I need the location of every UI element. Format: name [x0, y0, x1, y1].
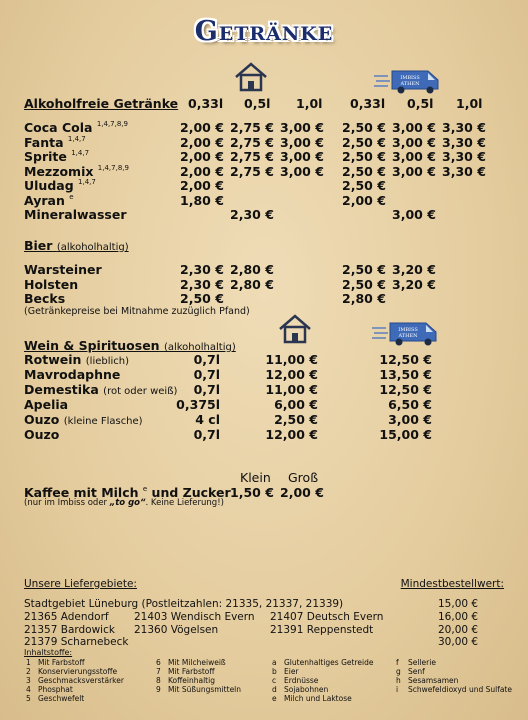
ingredient-code: 5: [26, 694, 31, 703]
ingredient-code: a: [272, 658, 277, 667]
wine-name-text: Apelia: [24, 397, 69, 412]
coffee-name-b: und Zucker: [147, 485, 231, 500]
ingredient-item: [156, 658, 226, 667]
drink-name: [24, 149, 89, 164]
ingredient-item: [26, 658, 85, 667]
wine-name-text: Ouzo: [24, 427, 60, 442]
wine-heading-note: (alkoholhaltig): [163, 342, 236, 353]
wine-volume: 0,375l: [176, 397, 220, 412]
coffee-price-klein: 1,50 €: [230, 485, 274, 500]
drink-price: 3,00 €: [280, 120, 324, 135]
size-header: 0,33l: [350, 96, 386, 111]
beer-row: [0, 291, 528, 306]
wine-heading: [24, 338, 236, 353]
ingredient-item: [396, 676, 458, 685]
delivery-area: 21407 Deutsch Evern: [270, 611, 384, 623]
wine-name: [24, 427, 59, 442]
ingredient-code: 8: [156, 676, 161, 685]
drink-price: 3,00 €: [392, 120, 436, 135]
wine-name: [24, 352, 129, 367]
wine-volume: 0,7l: [193, 352, 220, 367]
ingredient-code: f: [396, 658, 399, 667]
drink-price: 3,00 €: [280, 134, 324, 150]
wine-name-note: (rot oder weiß): [103, 386, 178, 397]
ingredient-item: [156, 667, 215, 676]
ingredient-name: Eier: [284, 667, 299, 676]
delivery-min-price: 30,00 €: [438, 636, 479, 648]
wine-price-home: 12,00 €: [265, 367, 318, 382]
drink-price: 2,00 €: [180, 120, 224, 135]
ingredient-item: [156, 685, 241, 694]
drink-additives: e: [69, 192, 74, 201]
drink-name-text: Mezzomix: [24, 163, 94, 179]
delivery-area: 21360 Vögelsen: [134, 623, 219, 636]
delivery-van-icon: [372, 68, 442, 94]
ingredient-name: Geschwefelt: [38, 694, 85, 703]
ingredient-code: 7: [156, 667, 161, 676]
drink-name: [24, 178, 96, 193]
drink-price: 3,00 €: [392, 207, 436, 222]
drink-price: 2,00 €: [342, 192, 386, 208]
drink-price: 2,75 €: [230, 120, 274, 135]
ingredient-item: [272, 676, 318, 685]
drink-price: 2,75 €: [230, 134, 274, 150]
ingredient-name: Glutenhaltiges Getreide: [284, 658, 374, 667]
ingredient-code: c: [272, 676, 277, 685]
wine-price-delivery: 12,50 €: [379, 382, 432, 397]
beer-price: 2,30 €: [180, 276, 224, 292]
ingredient-name: Erdnüsse: [284, 676, 319, 685]
ingredient-code: 2: [26, 667, 31, 676]
ingredient-code: d: [272, 685, 277, 694]
drink-name: [24, 207, 127, 222]
beer-heading: [24, 238, 129, 253]
delivery-area: 21391 Reppenstedt: [270, 623, 374, 636]
beer-price: 3,20 €: [392, 276, 436, 292]
size-header: 1,0l: [456, 96, 483, 111]
size-header: 0,5l: [407, 96, 434, 111]
ingredient-code: i: [396, 685, 399, 694]
beer-header-row: [0, 238, 528, 253]
svg-text:ATHEN: ATHEN: [400, 81, 420, 87]
drink-price: 2,00 €: [180, 178, 224, 193]
drink-price: 2,50 €: [342, 149, 386, 164]
beer-row: [0, 262, 528, 277]
beer-price: 2,50 €: [180, 291, 224, 306]
wine-price-home: 11,00 €: [265, 382, 318, 397]
wine-price-home: 2,50 €: [274, 412, 318, 427]
wine-name: [24, 382, 177, 397]
ingredient-name: Mit Milcheiweiß: [168, 658, 226, 667]
drink-row: [0, 178, 528, 193]
drink-name-text: Ayran: [24, 192, 65, 208]
ingredient-code: 9: [156, 685, 161, 694]
wine-volume: 0,7l: [193, 382, 220, 397]
ingredient-item: [156, 676, 215, 685]
page-title: Getränke: [194, 16, 334, 47]
beer-name: Becks: [24, 291, 66, 306]
wine-name-text: Rotwein: [24, 352, 82, 367]
ingredient-code: 1: [26, 658, 31, 667]
areas-label: Unsere Liefergebiete:: [24, 578, 137, 590]
city-price: 15,00 €: [438, 598, 479, 610]
size-header: 1,0l: [296, 96, 323, 111]
wine-name-text: Ouzo: [24, 412, 60, 427]
ingredient-item: [396, 685, 512, 694]
wine-price-home: 6,00 €: [274, 397, 318, 412]
size-header: 0,5l: [244, 96, 271, 111]
drink-price: 3,30 €: [442, 163, 486, 179]
drink-row: [0, 164, 528, 179]
ingredient-item: [26, 676, 124, 685]
wine-volume: 0,7l: [193, 427, 220, 442]
ingredient-name: Konservierungsstoffe: [38, 667, 118, 676]
drink-additives: 1,4,7: [71, 149, 90, 157]
wine-volume: 0,7l: [193, 367, 220, 382]
ingredient-name: Sojabohnen: [284, 685, 329, 694]
svg-text:IMBISS: IMBISS: [398, 327, 418, 333]
beer-price: 3,20 €: [392, 262, 436, 277]
drink-price: 3,00 €: [392, 163, 436, 179]
wine-volume: 4 cl: [195, 412, 220, 427]
delivery-min-price: 20,00 €: [438, 623, 479, 636]
drink-price: 2,50 €: [342, 178, 386, 193]
drink-name: [24, 164, 129, 179]
drink-price: 3,00 €: [280, 149, 324, 164]
size-header: 0,33l: [188, 96, 224, 111]
ingredient-item: [272, 685, 328, 694]
ingredient-item: [272, 694, 352, 703]
drink-name-text: Coca Cola: [24, 120, 93, 135]
beer-heading-text: Bier: [24, 238, 53, 253]
ingredient-name: Milch und Laktose: [284, 694, 352, 703]
wine-price-delivery: 3,00 €: [388, 412, 432, 427]
ingredient-item: [26, 694, 84, 703]
ingredient-code: 6: [156, 658, 161, 667]
house-icon: [234, 62, 268, 92]
wine-row: [0, 412, 528, 427]
drink-price: 3,30 €: [442, 149, 486, 164]
beer-name: Warsteiner: [24, 262, 102, 277]
coffee-name-a: Kaffee mit Milch: [24, 485, 139, 500]
drink-price: 2,50 €: [342, 120, 386, 135]
nonalc-heading: Alkoholfreie Getränke: [24, 96, 179, 111]
wine-price-delivery: 15,00 €: [379, 427, 432, 442]
ingredient-code: 4: [26, 685, 31, 694]
drink-row: [0, 120, 528, 135]
ingredient-code: 3: [26, 676, 31, 685]
delivery-min-price: 16,00 €: [438, 611, 479, 623]
ingredients-label: Inhaltstoffe:: [24, 648, 73, 657]
ingredient-name: Mit Farbstoff: [168, 667, 215, 676]
drink-name-text: Fanta: [24, 134, 64, 150]
drink-price: 3,00 €: [392, 134, 436, 150]
drink-price: 1,80 €: [180, 192, 224, 208]
beer-price: 2,50 €: [342, 276, 386, 292]
wine-name: [24, 412, 143, 427]
ingredient-item: [26, 667, 117, 676]
wine-row: [0, 382, 528, 397]
ingredient-name: Senf: [408, 667, 425, 676]
wine-name-text: Demestika: [24, 382, 99, 397]
drink-price: 2,00 €: [180, 134, 224, 150]
drink-price: 2,75 €: [230, 149, 274, 164]
drink-additives: 1,4,7,8,9: [97, 163, 129, 172]
wine-row: [0, 352, 528, 367]
ingredient-code: e: [272, 694, 277, 703]
ingredient-item: [272, 658, 373, 667]
min-order-label: Mindestbestellwert:: [400, 578, 504, 590]
city-area: Stadtgebiet Lüneburg (Postleitzahlen: 21335, 21337, 21339): [24, 598, 344, 610]
delivery-row: [0, 636, 528, 651]
wine-price-delivery: 6,50 €: [388, 397, 432, 412]
beer-price: 2,30 €: [180, 262, 224, 277]
beer-name: Holsten: [24, 276, 79, 292]
drink-name: [24, 120, 128, 135]
drink-price: 2,30 €: [230, 207, 274, 222]
coffee-note-togo: „to go“: [109, 498, 146, 508]
wine-price-delivery: 13,50 €: [379, 367, 432, 382]
beer-heading-note: (alkoholhaltig): [56, 242, 129, 253]
drink-name-text: Sprite: [24, 149, 67, 164]
nonalc-header-row: [0, 96, 528, 111]
drink-price: 3,00 €: [392, 149, 436, 164]
drink-price: 2,00 €: [180, 149, 224, 164]
coffee-sup: e: [142, 485, 148, 493]
wine-name: [24, 367, 120, 382]
size-gross: Groß: [288, 470, 319, 485]
wine-header-row: [0, 338, 528, 353]
ingredient-name: Sellerie: [408, 658, 436, 667]
coffee-note-a: (nur im Imbiss oder: [24, 498, 110, 508]
ingredient-code: h: [396, 676, 401, 685]
beer-price: 2,80 €: [342, 291, 386, 306]
ingredient-name: Schwefeldioxyd und Sulfate: [408, 685, 512, 694]
ingredient-code: g: [396, 667, 401, 676]
drink-price: 2,50 €: [342, 134, 386, 150]
drink-row: [0, 149, 528, 164]
drink-name: [24, 135, 86, 150]
wine-heading-text: Wein & Spirituosen: [24, 338, 160, 353]
coffee-size-row: [0, 470, 528, 485]
ingredient-item: [272, 667, 299, 676]
drink-name-text: Uludag: [24, 178, 74, 193]
beer-row: [0, 277, 528, 292]
drink-name: [24, 193, 74, 208]
drink-additives: 1,4,7: [78, 178, 96, 186]
ingredient-name: Mit Süßungsmitteln: [168, 685, 242, 694]
coffee-note: [24, 498, 224, 508]
delivery-area: 21357 Bardowick: [24, 623, 115, 636]
ingredient-item: [396, 658, 436, 667]
svg-text:ATHEN: ATHEN: [398, 333, 418, 339]
ingredient-code: b: [272, 667, 277, 676]
ingredient-name: Mit Farbstoff: [38, 658, 85, 667]
drink-price: 3,30 €: [442, 134, 486, 150]
ingredient-name: Phosphat: [38, 685, 73, 694]
drink-price: 2,00 €: [180, 163, 224, 179]
wine-row: [0, 397, 528, 412]
wine-name-text: Mavrodaphne: [24, 367, 121, 382]
wine-name: [24, 397, 68, 412]
coffee-note-c: . Keine Lieferung!): [145, 498, 224, 508]
wine-price-home: 12,00 €: [265, 427, 318, 442]
drink-additives: 1,4,7: [67, 134, 86, 143]
drink-price: 3,30 €: [442, 120, 486, 135]
drink-additives: 1,4,7,8,9: [96, 120, 128, 128]
deposit-note: (Getränkepreise bei Mitnahme zuzüglich Pfand): [24, 306, 250, 317]
beer-price: 2,80 €: [230, 262, 274, 277]
drink-row: [0, 193, 528, 208]
drink-price: 3,00 €: [280, 163, 324, 179]
ingredient-name: Sesamsamen: [408, 676, 459, 685]
drink-name-text: Mineralwasser: [24, 207, 127, 222]
ingredient-item: [26, 685, 73, 694]
size-klein: Klein: [240, 470, 271, 485]
drink-row: [0, 135, 528, 150]
wine-row: [0, 427, 528, 442]
wine-price-delivery: 12,50 €: [379, 352, 432, 367]
delivery-area: 21403 Wendisch Evern: [134, 611, 255, 623]
wine-name-note: (kleine Flasche): [63, 416, 143, 427]
drink-price: 2,75 €: [230, 163, 274, 179]
wine-price-home: 11,00 €: [265, 352, 318, 367]
ingredient-name: Koffeinhaltig: [168, 676, 215, 685]
wine-row: [0, 367, 528, 382]
beer-price: 2,50 €: [342, 262, 386, 277]
delivery-area: 21379 Scharnebeck: [24, 636, 129, 648]
ingredient-item: [396, 667, 425, 676]
svg-text:IMBISS: IMBISS: [400, 75, 420, 81]
delivery-area: 21365 Adendorf: [24, 611, 109, 623]
beer-price: 2,80 €: [230, 276, 274, 292]
wine-name-note: (lieblich): [85, 356, 130, 367]
drink-price: 2,50 €: [342, 163, 386, 179]
coffee-price-gross: 2,00 €: [280, 485, 324, 500]
ingredient-name: Geschmacksverstärker: [38, 676, 124, 685]
drink-row: [0, 207, 528, 222]
